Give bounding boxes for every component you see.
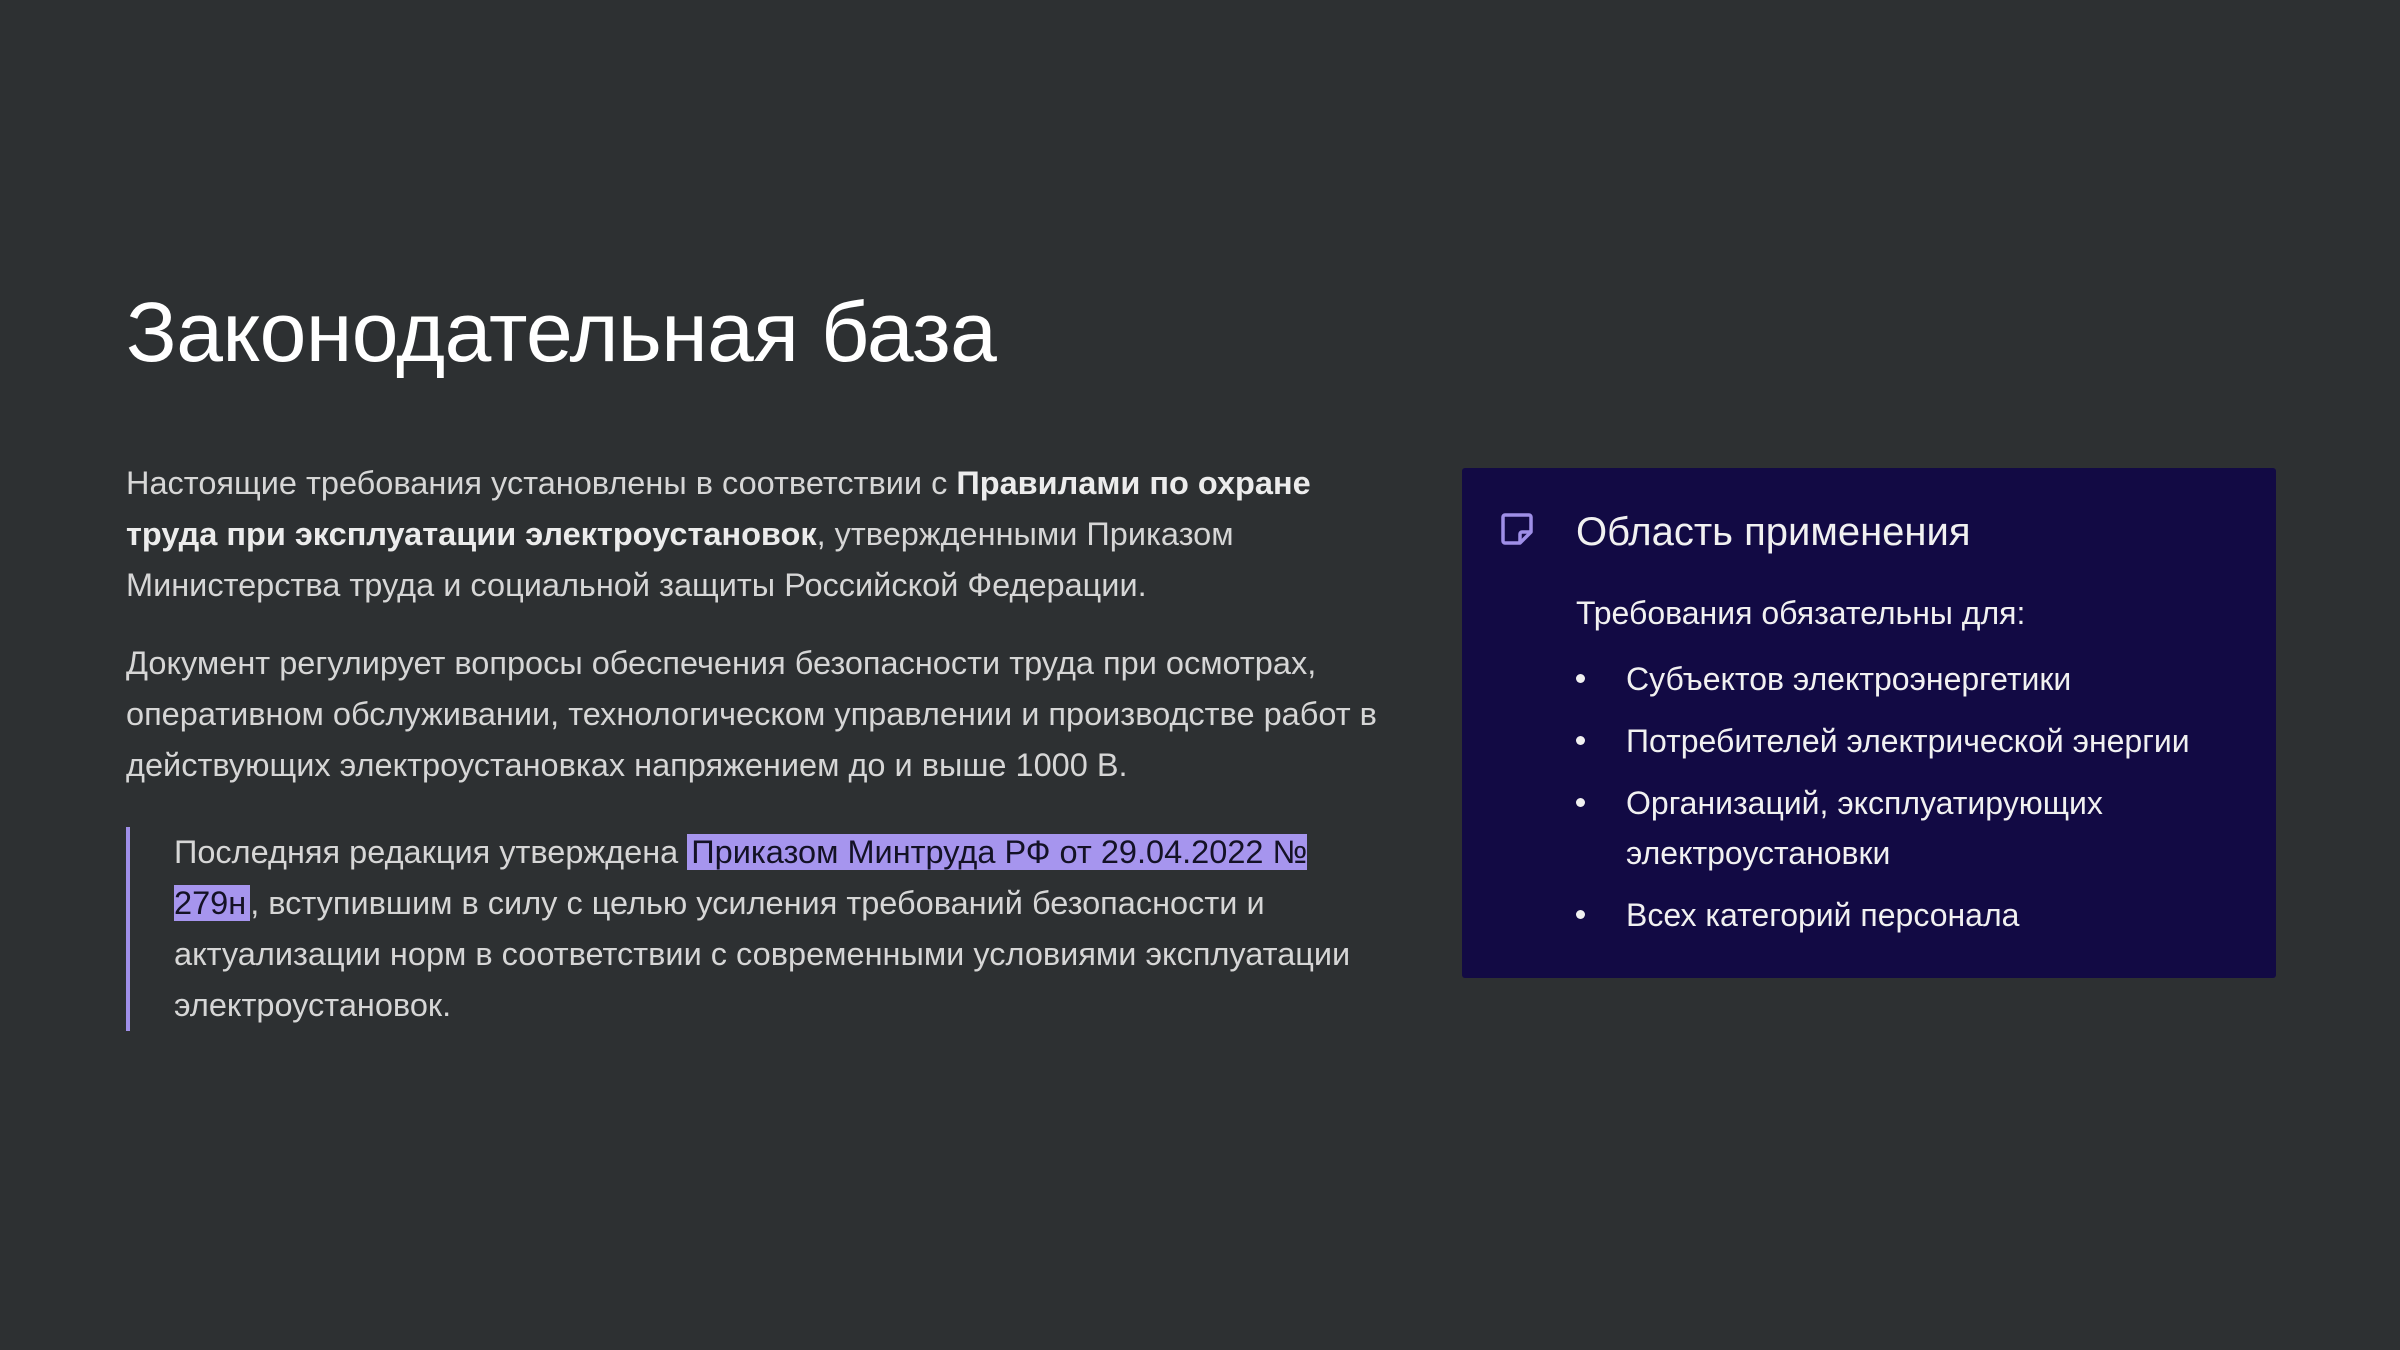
paragraph-legal-basis — [126, 458, 1386, 611]
quote-rest: , вступившим в силу с целью усиления требований безопасности и актуализации норм в соответствии с современными условиями эксплуатации электроустановок. — [174, 885, 1351, 1023]
sticky-note-icon — [1500, 512, 1534, 546]
list-item — [1576, 890, 2256, 940]
paragraph-legal-basis-intro: Настоящие требования установлены в соответствии с — [126, 465, 957, 501]
list-item — [1576, 778, 2256, 878]
paragraph-legal-basis-rest: , утвержденными Приказом Министерства труда и социальной защиты Российской Федерации. — [126, 516, 1234, 603]
quote-intro: Последняя редакция утверждена — [174, 834, 688, 870]
list-item — [1576, 654, 2256, 704]
list-item — [1576, 716, 2256, 766]
scope-card — [1462, 468, 2276, 978]
bullet-icon — [1576, 674, 1585, 683]
list-item-label: Потребителей электрической энергии — [1626, 723, 2190, 759]
bullet-icon — [1576, 910, 1585, 919]
card-intro: Требования обязательны для: — [1576, 595, 2026, 631]
bullet-icon — [1576, 798, 1585, 807]
order-reference-highlight: Приказом Минтруда РФ от 29.04.2022 № 279н — [174, 834, 1308, 921]
rules-title-bold: Правилами по охране труда при эксплуатации электроустановок — [126, 465, 1311, 552]
scope-list — [1576, 654, 2256, 952]
card-title: Область применения — [1576, 510, 1971, 554]
list-item-label: Организаций, эксплуатирующих электроустановки — [1626, 785, 2103, 871]
page-title: Законодательная база — [126, 285, 997, 379]
paragraph-scope: Документ регулирует вопросы обеспечения безопасности труда при осмотрах, оперативном обслуживании, технологическом управлении и производстве работ в действующих электроустановках напряжением до и выше 1000 В. — [126, 645, 1377, 783]
bullet-icon — [1576, 736, 1585, 745]
list-item-label: Всех категорий персонала — [1626, 897, 2020, 933]
list-item-label: Субъектов электроэнергетики — [1626, 661, 2072, 697]
latest-edition-quote — [126, 827, 1386, 1031]
main-content — [126, 458, 1386, 1031]
